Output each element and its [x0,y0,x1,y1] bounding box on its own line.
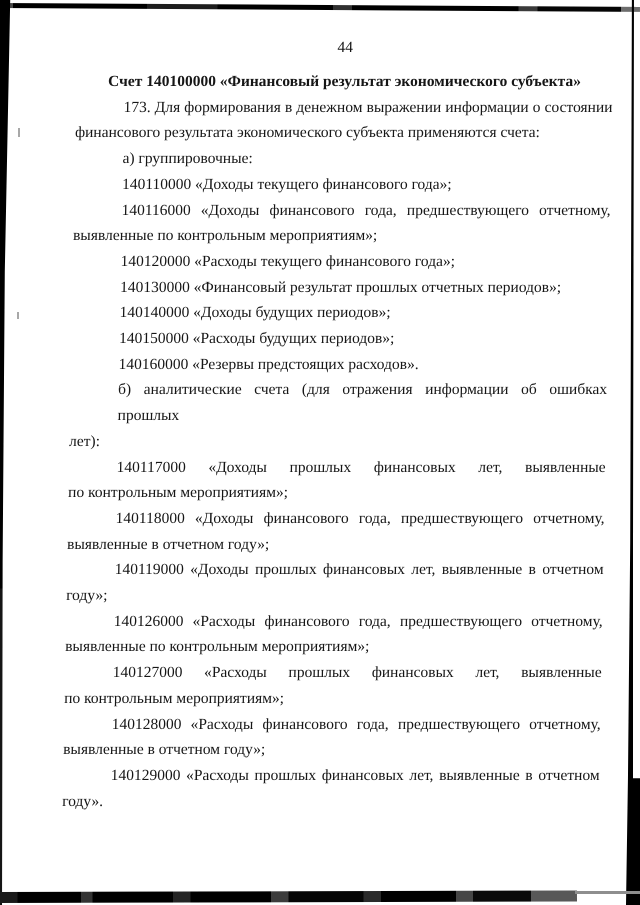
text-line: финансового результата экономического субъекта применяются счета: [74,124,541,142]
text-line: б) аналитические счета (для отражения информации об ошибках прошлых [117,381,608,425]
scan-artifact [18,128,20,137]
scan-edge-left [0,0,12,905]
text-line: выявленные в отчетном году»; [63,741,266,759]
text-line: 140160000 «Резервы предстоящих расходов». [118,355,419,373]
scan-edge-bottom-tail [575,891,640,894]
text-line: 140130000 «Финансовый результат прошлых отчетных периодов»; [119,278,562,296]
text-line: 140117000 «Доходы прошлых финансовых лет, выявленные [116,458,606,476]
page-content [62,0,615,814]
text-line: а) группировочные: [122,150,253,168]
text-line: году». [62,792,104,810]
page-number: 44 [337,39,354,56]
section-heading: Счет 140100000 «Финансовый результат экономического субъекта» [107,73,582,90]
text-line: 140126000 «Расходы финансового года, предшествующего отчетному, [113,612,603,630]
body-lines [62,95,613,815]
text-line: 140129000 «Расходы прошлых финансовых лет, выявленные в отчетном [110,766,600,784]
text-line: 140128000 «Расходы финансового года, предшествующего отчетному, [111,715,601,733]
text-line: 140127000 «Расходы прошлых финансовых лет, выявленные [112,664,602,682]
text-line: 173. Для формирования в денежном выражении информации о состоянии [123,98,613,116]
scan-artifact [17,312,19,319]
text-line: 140118000 «Доходы финансового года, предшествующего отчетному, [115,509,605,527]
text-line: выявленные по контрольным мероприятиям»; [72,227,378,245]
text-line: 140110000 «Доходы текущего финансового года»; [121,175,452,193]
scan-edge-bottom [0,890,577,903]
text-line: по контрольным мероприятиям»; [64,689,285,707]
text-line: 140116000 «Доходы финансового года, предшествующего отчетному, [121,201,611,219]
text-line: 140119000 «Доходы прошлых финансовых лет, выявленные в отчетном [114,561,604,579]
text-line: по контрольным мероприятиям»; [67,484,289,502]
text-line: выявленные в отчетном году»; [66,535,270,553]
text-line: лет): [68,432,101,450]
text-line: 140120000 «Расходы текущего финансового года»; [120,252,456,270]
text-line: 140150000 «Расходы будущих периодов»; [118,330,395,348]
text-line: 140140000 «Доходы будущих периодов»; [119,304,391,322]
text-line: году»; [65,587,108,605]
text-line: выявленные по контрольным мероприятиям»; [65,638,370,656]
scan-edge-right [626,0,640,905]
